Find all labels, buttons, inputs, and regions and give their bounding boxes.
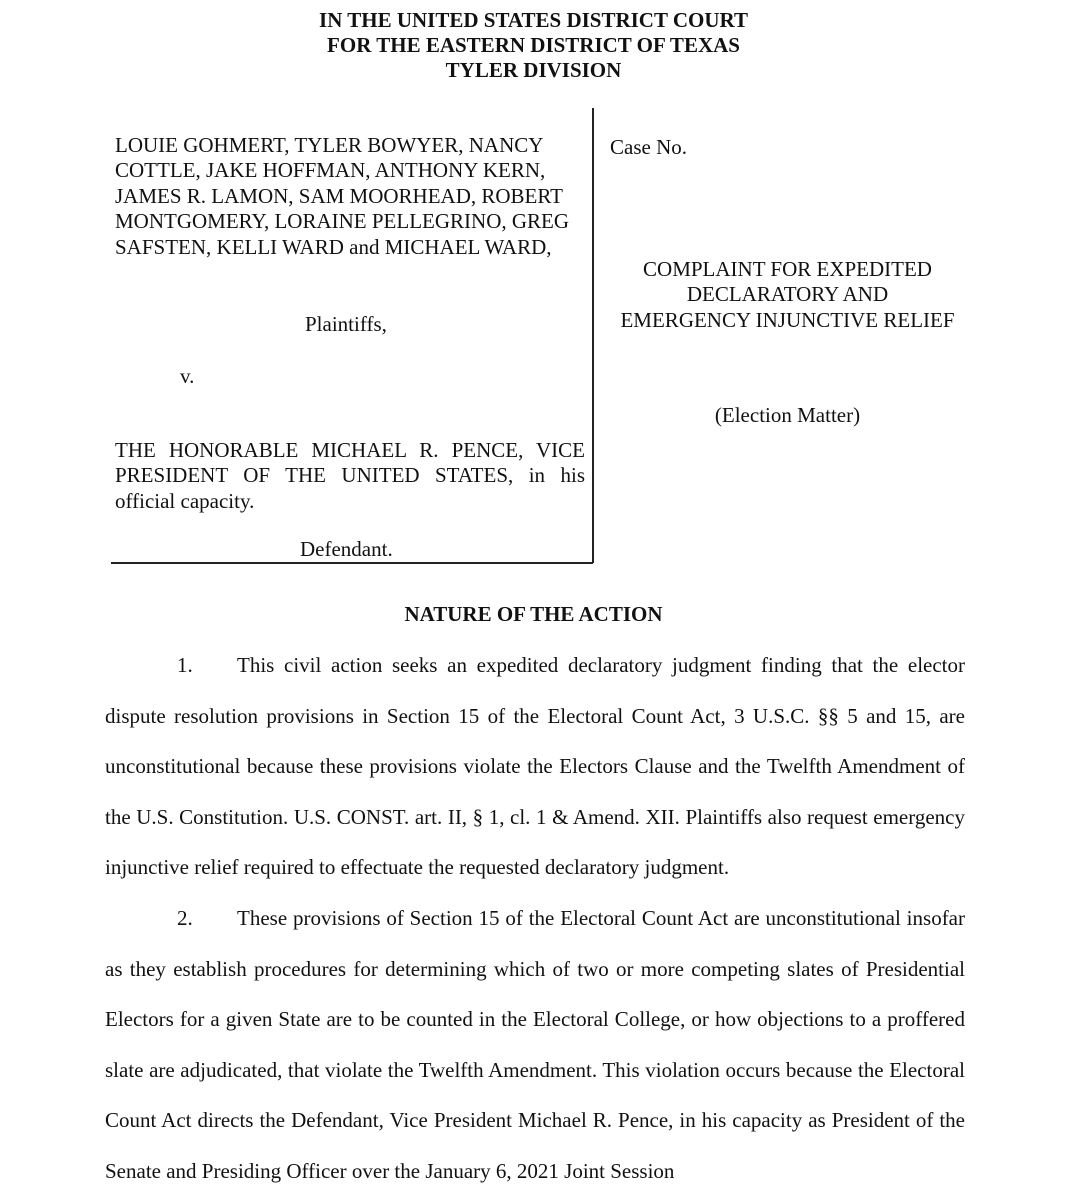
court-district-line: FOR THE EASTERN DISTRICT OF TEXAS xyxy=(327,33,740,57)
court-division-line: TYLER DIVISION xyxy=(445,58,622,82)
section-heading: NATURE OF THE ACTION xyxy=(404,602,663,626)
caption-vertical-rule xyxy=(592,108,594,563)
court-header xyxy=(0,8,1067,83)
complaint-title-line: EMERGENCY INJUNCTIVE RELIEF xyxy=(620,307,955,332)
plaintiffs-label: Plaintiffs, xyxy=(305,312,387,336)
paragraph xyxy=(105,640,965,893)
complaint-title-line: COMPLAINT FOR EXPEDITED xyxy=(643,257,932,281)
paragraph-number: 1. xyxy=(177,653,193,677)
versus-label: v. xyxy=(180,364,195,388)
defendant-name: THE HONORABLE MICHAEL R. PENCE, VICE PRESIDENT OF THE UNITED STATES, in his official capacity. xyxy=(115,438,585,513)
defendant-label: Defendant. xyxy=(300,537,393,561)
paragraph-text: This civil action seeks an expedited declaratory judgment finding that the elector dispute resolution provisions in Section 15 of the Electoral Count Act, 3 U.S.C. §§ 5 and 15, are unconstitutional because these provisions violate the Electors Clause and the Twelfth Amendment of the U.S. Constitution. U.S. CONST. art. II, § 1, cl. 1 & Amend. XII. Plaintiffs also request emergency injunctive relief required to effectuate the requested declaratory judgment. xyxy=(105,653,965,879)
paragraph-number: 2. xyxy=(177,906,193,930)
paragraph xyxy=(105,893,965,1196)
election-matter-label: (Election Matter) xyxy=(714,403,861,427)
caption-horizontal-rule xyxy=(111,562,593,564)
case-number-label: Case No. xyxy=(610,135,687,159)
complaint-title-line: DECLARATORY AND xyxy=(686,282,889,307)
paragraph-text: These provisions of Section 15 of the Electoral Count Act are unconstitutional insofar as they establish procedures for determining which of two or more competing slates of Presidential Electors for a given State are to be counted in the Electoral College, or how objections to a proffered slate are adjudicated, that violate the Twelfth Amendment. This violation occurs because the Electoral Count Act directs the Defendant, Vice President Michael R. Pence, in his capacity as President of the Senate and Presiding Officer over the January 6, 2021 Joint Session xyxy=(105,906,965,1183)
plaintiffs-names: LOUIE GOHMERT, TYLER BOWYER, NANCY COTTLE, JAKE HOFFMAN, ANTHONY KERN, JAMES R. LAMON, SAM MOORHEAD, ROBERT MONTGOMERY, LORAINE PELLEGRINO, GREG SAFSTEN, KELLI WARD and MICHAEL WARD, xyxy=(115,133,570,259)
court-name-line: IN THE UNITED STATES DISTRICT COURT xyxy=(319,8,748,32)
complaint-title xyxy=(600,257,975,333)
